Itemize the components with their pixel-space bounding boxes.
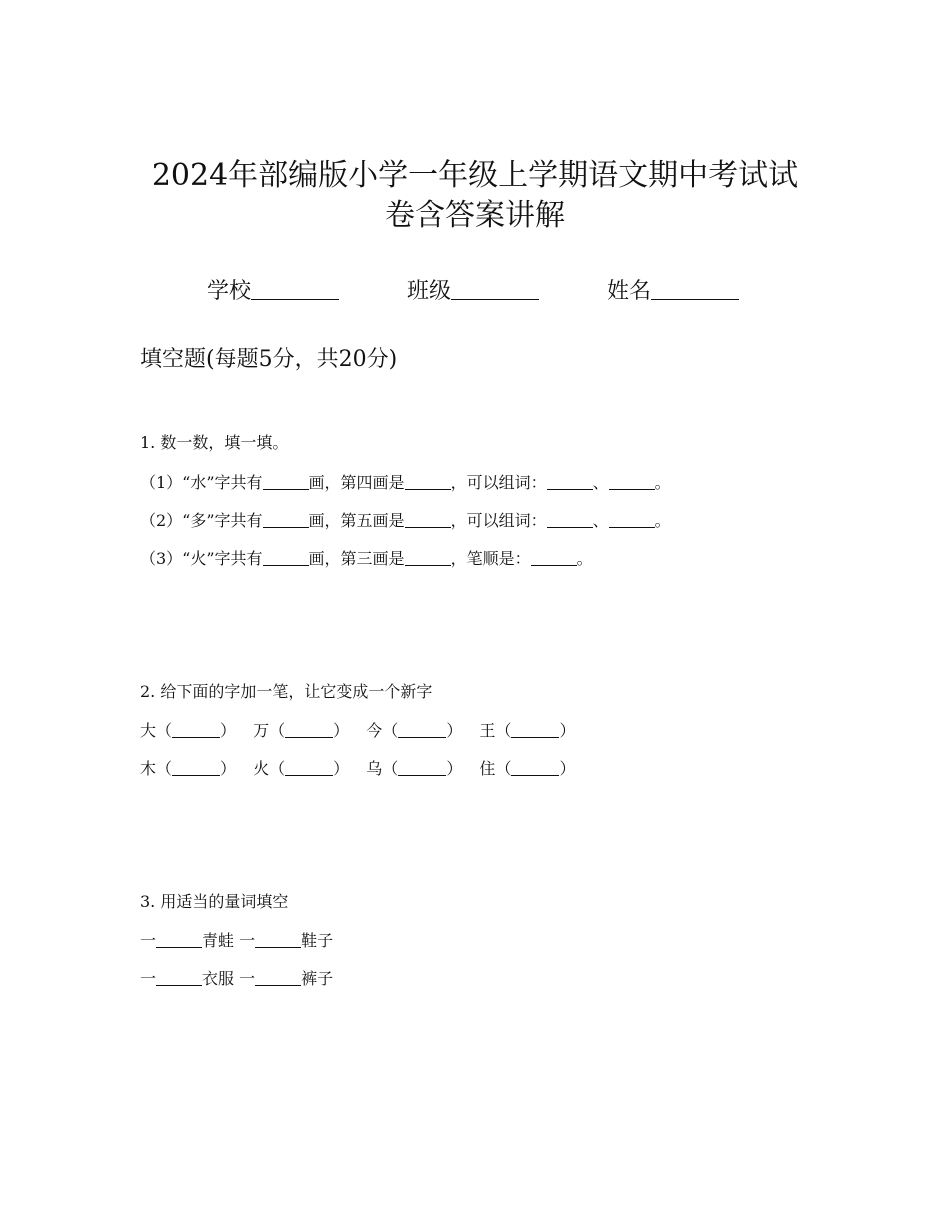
open-paren: （ [156,759,173,778]
q3-row-1 [140,930,333,952]
school-label: 学校 [207,279,252,304]
q2-item [140,758,236,780]
q1-line-2 [140,510,671,532]
close-paren: ） [333,759,350,778]
answer-blank[interactable] [547,510,593,528]
section-heading: 填空题(每题5分，共20分) [140,347,398,372]
q1-1-sep: 、 [592,473,609,492]
answer-blank[interactable] [172,758,220,776]
answer-blank[interactable] [263,548,309,566]
q1-2-sep: 、 [592,511,609,530]
q3-prefix: 一 [239,931,256,950]
answer-blank[interactable] [398,720,446,738]
q2-item [253,720,349,742]
q2-item [479,720,575,742]
close-paren: ） [220,721,237,740]
q1-line-1 [140,472,671,494]
answer-blank[interactable] [405,510,451,528]
q2-item [253,758,349,780]
q2-item [366,758,462,780]
open-paren: （ [495,759,512,778]
q1-1-mid1: 画，第四画是 [308,473,405,492]
q2-char: 火 [253,759,270,778]
answer-blank[interactable] [531,548,577,566]
q3-prefix: 一 [239,969,256,988]
answer-blank[interactable] [609,510,655,528]
class-blank[interactable] [451,277,539,300]
open-paren: （ [269,721,286,740]
answer-blank[interactable] [405,548,451,566]
q2-char: 大 [140,721,157,740]
q1-3-mid1: 画，第三画是 [308,549,405,568]
q3-noun: 鞋子 [301,931,334,950]
q2-char: 王 [479,721,496,740]
q1-1-prefix: （1）“水”字共有 [140,473,263,492]
q3-noun: 青蛙 [202,931,235,950]
answer-blank[interactable] [547,472,593,490]
close-paren: ） [559,721,576,740]
question-2-stem: 2. 给下面的字加一笔，让它变成一个新字 [140,682,433,701]
q3-prefix: 一 [140,969,157,988]
school-field [207,276,339,308]
q2-row-1 [140,720,587,742]
q1-1-mid2: ，可以组词： [450,473,547,492]
answer-blank[interactable] [156,930,202,948]
answer-blank[interactable] [156,968,202,986]
close-paren: ） [333,721,350,740]
answer-blank[interactable] [263,510,309,528]
q2-char: 木 [140,759,157,778]
q2-item [140,720,236,742]
q1-2-mid2: ，可以组词： [450,511,547,530]
answer-blank[interactable] [511,758,559,776]
open-paren: （ [382,759,399,778]
answer-blank[interactable] [255,968,301,986]
q1-2-end: 。 [654,511,671,530]
q3-noun: 衣服 [202,969,235,988]
answer-blank[interactable] [398,758,446,776]
school-blank[interactable] [251,277,339,300]
q2-item [366,720,462,742]
q3-prefix: 一 [140,931,157,950]
q1-2-prefix: （2）“多”字共有 [140,511,263,530]
name-field [607,276,739,308]
answer-blank[interactable] [285,720,333,738]
answer-blank[interactable] [255,930,301,948]
exam-title-line-1: 2024年部编版小学一年级上学期语文期中考试试 [151,158,799,193]
q1-3-prefix: （3）“火”字共有 [140,549,263,568]
open-paren: （ [382,721,399,740]
exam-title-line-2: 卷含答案讲解 [385,198,565,233]
question-1-stem: 1. 数一数，填一填。 [140,433,289,452]
q2-row-2 [140,758,587,780]
close-paren: ） [446,721,463,740]
answer-blank[interactable] [511,720,559,738]
answer-blank[interactable] [285,758,333,776]
answer-blank[interactable] [609,472,655,490]
open-paren: （ [495,721,512,740]
close-paren: ） [559,759,576,778]
answer-blank[interactable] [405,472,451,490]
q1-1-end: 。 [654,473,671,492]
name-label: 姓名 [607,279,652,304]
class-field [407,276,539,308]
class-label: 班级 [407,279,452,304]
q2-char: 住 [479,759,496,778]
question-3-stem: 3. 用适当的量词填空 [140,892,289,911]
q2-char: 万 [253,721,270,740]
q1-2-mid1: 画，第五画是 [308,511,405,530]
q3-row-2 [140,968,333,990]
q1-3-end: 。 [576,549,593,568]
close-paren: ） [220,759,237,778]
name-blank[interactable] [651,277,739,300]
answer-blank[interactable] [263,472,309,490]
answer-blank[interactable] [172,720,220,738]
q1-3-mid2: ，笔顺是： [450,549,531,568]
q2-char: 今 [366,721,383,740]
close-paren: ） [446,759,463,778]
open-paren: （ [269,759,286,778]
q2-char: 乌 [366,759,383,778]
q3-noun: 裤子 [301,969,334,988]
q2-item [479,758,575,780]
open-paren: （ [156,721,173,740]
q1-line-3 [140,548,593,570]
